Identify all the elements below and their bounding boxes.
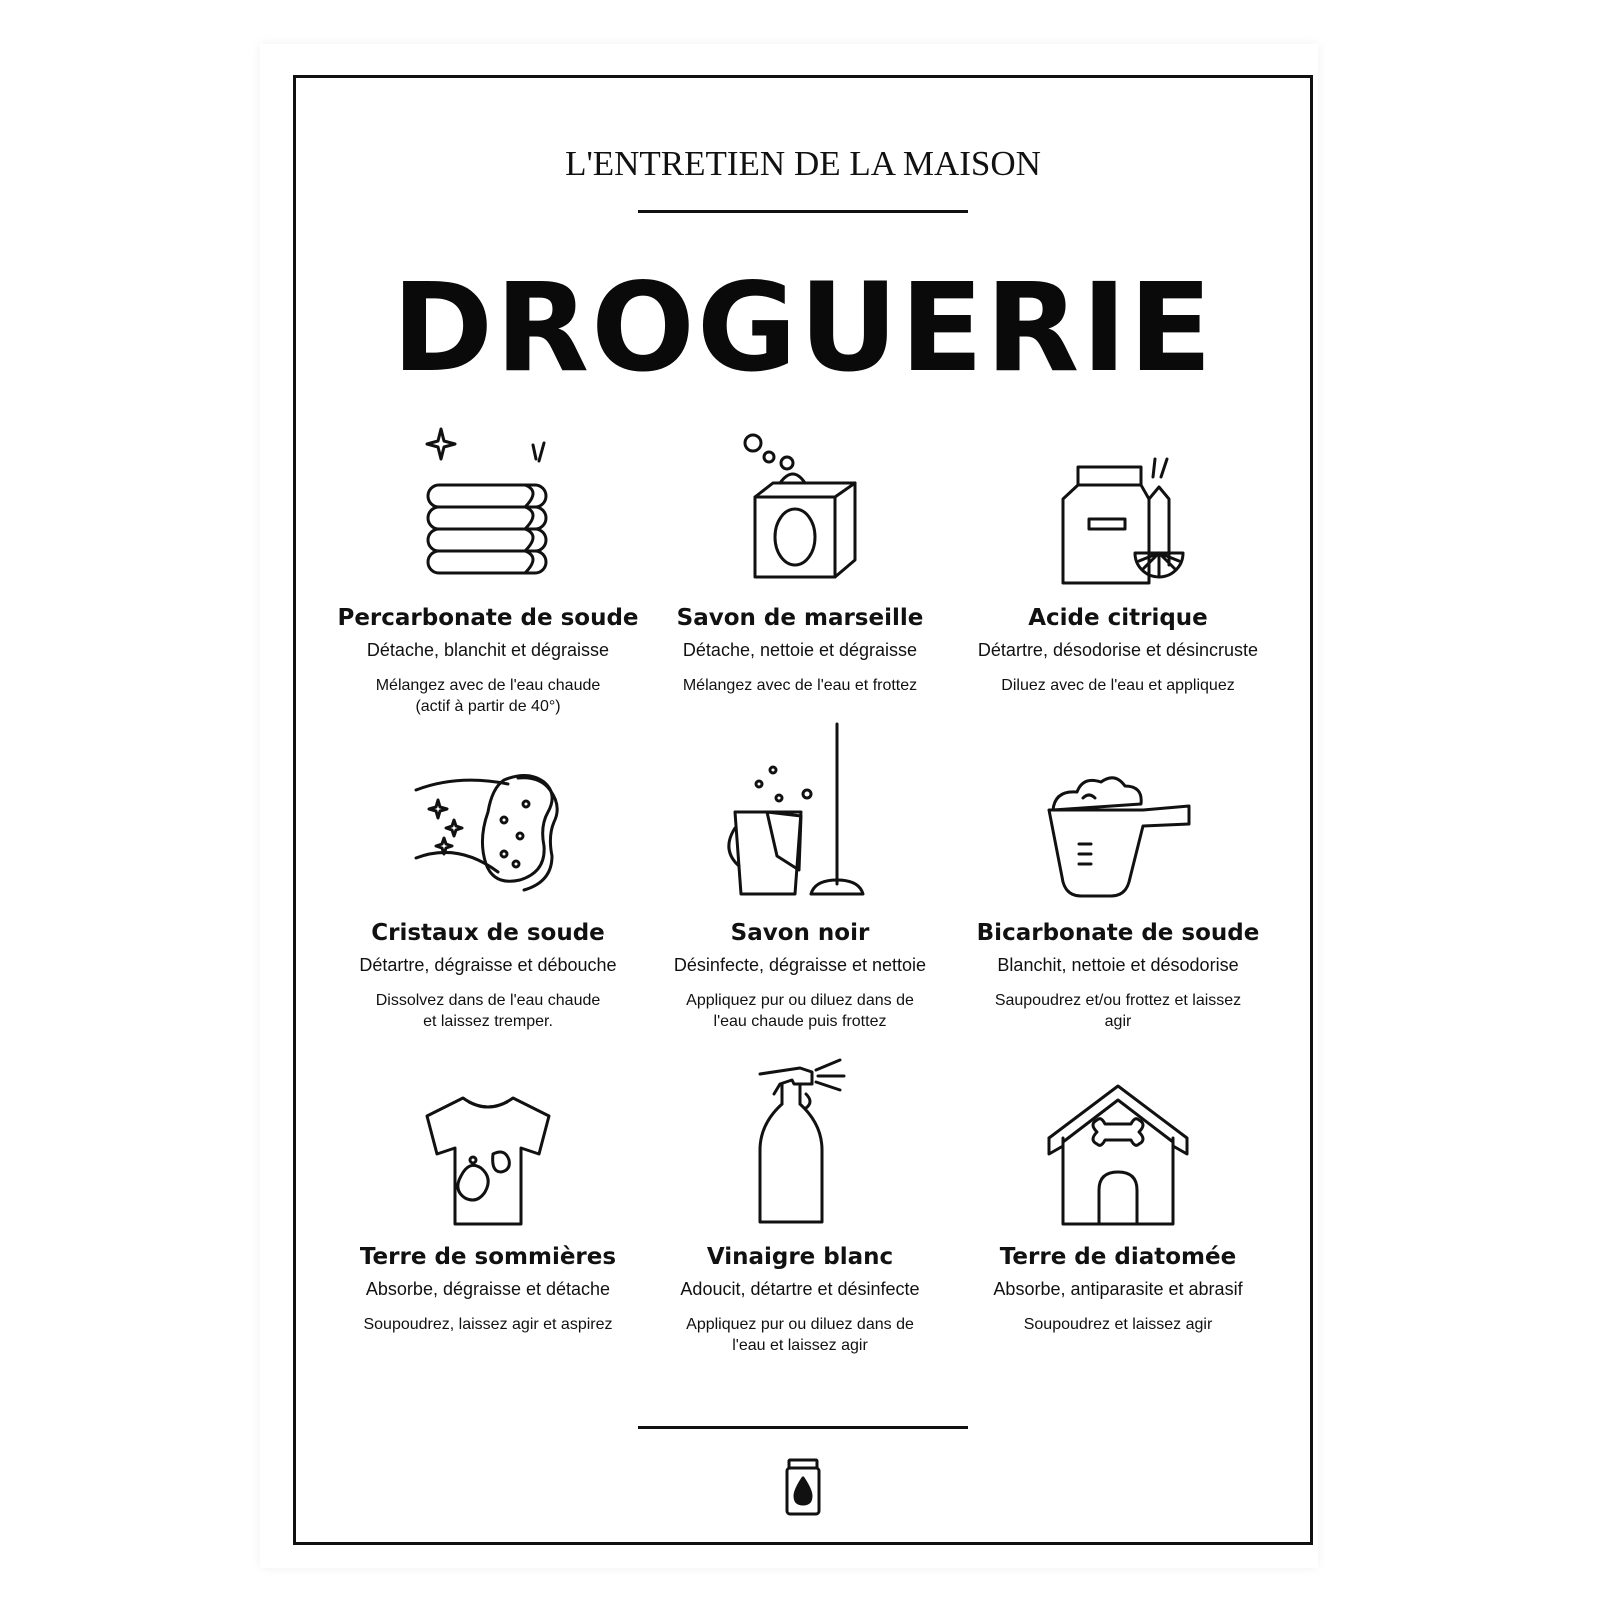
dog-house-icon	[1043, 1080, 1193, 1230]
product-name: Vinaigre blanc	[706, 1244, 894, 1270]
poster-title: DROGUERIE	[391, 257, 1215, 399]
product-effects: Détache, nettoie et dégraisse	[682, 640, 918, 660]
sponge-icon	[408, 760, 568, 900]
product-effects: Détartre, désodorise et désincruste	[977, 640, 1259, 660]
product-usage: Diluez avec de l'eau et appliquez	[1001, 677, 1235, 694]
product-usage: Saupoudrez et/ou frottez et laissez agir	[994, 992, 1242, 1030]
poster-supertitle: L'ENTRETIEN DE LA MAISON	[565, 144, 1041, 183]
product-card-vinaigre	[640, 1040, 960, 1356]
product-effects: Détartre, dégraisse et débouche	[359, 955, 617, 975]
product-card-percarbonate	[328, 395, 648, 717]
product-card-terre-diatomee	[958, 1040, 1278, 1335]
product-usage: Mélangez avec de l'eau chaude (actif à partir de 40°)	[375, 677, 601, 715]
powder-bag-lemon-icon	[1043, 415, 1193, 585]
soap-cube-icon	[725, 415, 875, 585]
product-card-terre-sommieres	[328, 1040, 648, 1335]
product-name: Terre de sommières	[359, 1244, 617, 1270]
product-name: Cristaux de soude	[371, 920, 605, 946]
product-effects: Détache, blanchit et dégraisse	[366, 640, 610, 660]
stained-tshirt-icon	[413, 1090, 563, 1230]
product-name: Bicarbonate de soude	[976, 920, 1260, 946]
product-effects: Blanchit, nettoie et désodorise	[997, 955, 1239, 975]
product-card-cristaux	[328, 710, 648, 1032]
top-divider	[638, 210, 968, 213]
measuring-scoop-icon	[1043, 770, 1193, 900]
product-usage: Soupoudrez, laissez agir et aspirez	[363, 1316, 613, 1333]
jar-drop-icon	[785, 1458, 821, 1516]
product-card-acide-citrique	[958, 395, 1278, 696]
product-name: Percarbonate de soude	[337, 605, 639, 631]
bucket-mop-icon	[715, 720, 885, 900]
product-name: Acide citrique	[1028, 605, 1208, 631]
stacked-towels-icon	[413, 415, 563, 585]
product-name: Terre de diatomée	[999, 1244, 1237, 1270]
bottom-divider	[638, 1426, 968, 1429]
product-effects: Absorbe, antiparasite et abrasif	[993, 1279, 1243, 1299]
product-usage: Soupoudrez et laissez agir	[1023, 1316, 1213, 1333]
product-name: Savon noir	[730, 920, 870, 946]
brand-logo	[785, 1458, 821, 1520]
product-card-savon-marseille	[640, 395, 960, 696]
product-name: Savon de marseille	[676, 605, 924, 631]
product-effects: Absorbe, dégraisse et détache	[365, 1279, 611, 1299]
product-usage: Appliquez pur ou diluez dans de l'eau et laissez agir	[686, 1316, 914, 1354]
product-card-savon-noir	[640, 710, 960, 1032]
product-card-bicarbonate	[958, 710, 1278, 1032]
product-effects: Adoucit, détartre et désinfecte	[680, 1279, 920, 1299]
product-effects: Désinfecte, dégraisse et nettoie	[673, 955, 927, 975]
spray-bottle-icon	[740, 1050, 860, 1230]
product-usage: Dissolvez dans de l'eau chaude et laissez tremper.	[375, 992, 601, 1030]
product-usage: Mélangez avec de l'eau et frottez	[682, 677, 918, 694]
product-usage: Appliquez pur ou diluez dans de l'eau chaude puis frottez	[686, 992, 914, 1030]
